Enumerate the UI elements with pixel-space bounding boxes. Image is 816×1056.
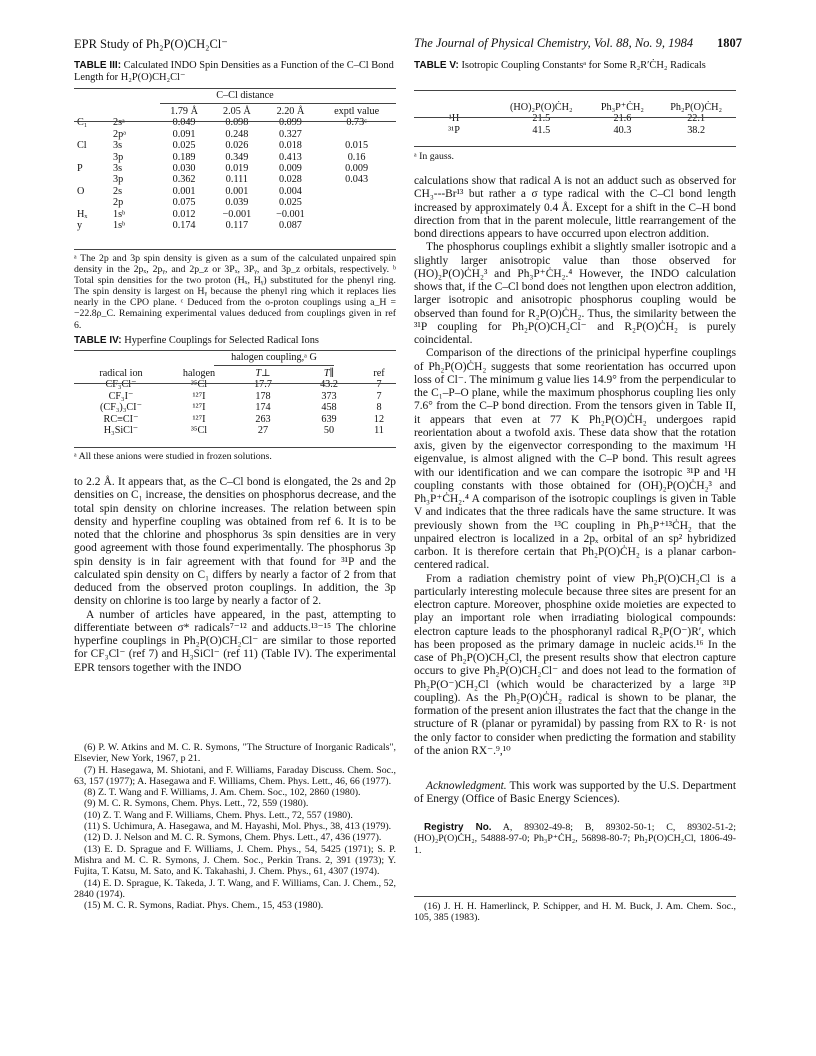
table4-cell: CF₃I⁻ xyxy=(108,390,134,402)
table4-cell: ³⁵Cl xyxy=(190,425,208,437)
table3-cell: 0.413 xyxy=(278,151,302,163)
table3-cell: 3p xyxy=(113,174,124,186)
table5-cell: ³¹P xyxy=(448,124,460,136)
table3-cell xyxy=(74,197,110,208)
paragraph: calculations show that radical A is not an adduct such as observed for CH₃---Br¹³ but rather a σ type radical with the C–Cl bond length increased by approximately 0.4 Å. Except for a shift in the C–H bond direction from that in the parent molecule, little rearrangement of the bond directions appears to have occurred upon electron addition. xyxy=(414,175,736,240)
table3-cell: 3s xyxy=(113,140,123,152)
table3-cell: 0.091 xyxy=(172,128,196,140)
table4-row xyxy=(74,402,396,413)
table3-cell: 0.248 xyxy=(225,128,249,140)
table3-footnote: ᵃ The 2p and 3p spin density is given as a sum of the calculated unpaired spin density in the 2pₓ, 2pᵧ, and 2p_z or 3Pₓ, 3Pᵧ, and 3p_z orbitals, respectively. ᵇ Total spin densities for the two proton (Hₓ, Hᵧ) substituted for the phenyl ring. The spin density is largest on Hᵧ because the phenyl ring which it replaces lies nearly in the CPO plane. ᶜ Deduced from the o-proton couplings using a_H = −22.8ρ_C. Remaining experimental values deduced from couplings given in ref 6. xyxy=(74,253,396,331)
table3-cell: O xyxy=(77,185,85,197)
table3-row xyxy=(74,129,396,140)
table3-cell: 0.028 xyxy=(278,174,302,186)
acknowledgment-label: Acknowledgment. xyxy=(426,780,507,792)
table4-cell: ¹²⁷I xyxy=(192,413,206,425)
table3-row xyxy=(74,152,396,163)
paragraph: Comparison of the directions of the prinicipal hyperfine couplings of Ph₂P(O)ĊH₂ suggests that some reorientation has occurred upon loss of Cl⁻. The minimum g value lies 14.9° from the perpendicular to the C₁–P–O plane, while the maximum phosphorus coupling lies only 7.6° from the C–P bond direction. From the tensors given in Table II, it appears that even at 77 K Ph₂P(O)ĊH₂ undergoes rapid reorientation about a twofold axis. These data show that the rotation axis, given by the eigenvector corresponding to the maximum ¹H eigenvalue, is almost aligned with the C–P bond. This result agrees with our identification and we can compare the isotropic ³¹P and ¹H coupling constants with those obtained for (OH)₂P(O)ĊH₂³ and Ph₃P⁺ĊH₂.⁴ A comparison of the isotropic couplings is given in Table V and indicates that the three radicals have the same structure. It was previously shown from the ¹³C coupling in Ph₃P⁺¹³ĊH₂ that the unpaired electron is localized in a 2pₓ orbital of an sp² hybridized carbon. It is therefore certain that Ph₂P(O)ĊH₂ is a planar carbon-centered radical. xyxy=(414,347,736,572)
table4-cell: 263 xyxy=(255,413,271,425)
table4-title: Hyperfine Couplings for Selected Radical Ions xyxy=(124,335,319,346)
table5-row xyxy=(414,113,736,124)
table3-label: TABLE III: xyxy=(74,60,122,71)
table3-cell: 2s xyxy=(113,185,123,197)
table4-cell: 458 xyxy=(321,402,337,414)
table5-caption xyxy=(414,60,736,72)
left-references xyxy=(74,742,396,911)
table3-cell: 1sᵇ xyxy=(113,208,126,220)
table3-cell: C₁ xyxy=(77,117,88,129)
table4-cell: 178 xyxy=(255,390,271,402)
table4-col-header: ref xyxy=(373,368,385,379)
table3-cell: 0.117 xyxy=(225,220,249,232)
table3-cell xyxy=(317,197,396,208)
table5 xyxy=(414,102,736,136)
table3-cell: 0.111 xyxy=(225,174,248,186)
table4-cell: RC≡CI⁻ xyxy=(103,413,139,425)
table4-cell: 373 xyxy=(321,390,337,402)
registry-text: A, 89302-49-8; B, 89302-50-1; C, 89302-51-2; (HO)₂P(O)ĊH₂, 54888-97-0; Ph₃P⁺ĊH₂, 56898-80-7; Ph₂P(O)CH₂Cl, 1806-49-1. xyxy=(414,822,736,856)
table4-col-header: halogen xyxy=(182,368,216,379)
paragraph: A number of articles have appeared, in the past, attempting to differentiate between σ* radicals⁷⁻¹² and adducts.¹³⁻¹⁵ The chlorine hyperfine couplings in Ph₂P(O)CH₂Cl⁻ are similar to those reported for CF₃Cl⁻ (ref 7) and H₃SiCl⁻ (ref 11) (Table IV). The experimental EPR tensors together with the INDO xyxy=(74,608,396,674)
left-body-text xyxy=(74,476,396,675)
table3-row xyxy=(74,209,396,220)
table5-cell: 22.1 xyxy=(687,113,706,125)
table3-col-header: 1.79 Å xyxy=(170,106,198,117)
table3-cell: 0.001 xyxy=(225,185,249,197)
running-header-title: EPR Study of Ph₂P(O)CH₂Cl⁻ xyxy=(74,37,228,51)
table3-cell: 0.099 xyxy=(278,117,302,129)
table3-cell: 0.049 xyxy=(172,117,196,129)
table4-cell: 174 xyxy=(255,402,271,414)
table5-col-header: Ph₃P⁺ĊH₂ xyxy=(600,102,644,113)
table5-label: TABLE V: xyxy=(414,60,459,71)
table4-caption xyxy=(74,335,396,347)
table4-cell: 12 xyxy=(373,413,385,425)
table3-cell: 2pᵃ xyxy=(113,128,126,140)
table4-cell: 7 xyxy=(376,390,382,402)
table4-col-header: radical ion xyxy=(99,368,143,379)
table3-cell: 0.189 xyxy=(172,151,196,163)
table3-row xyxy=(74,197,396,208)
table3-row xyxy=(74,174,396,185)
reference: (8) Z. T. Wang and F. Williams, J. Am. Chem. Soc., 102, 2860 (1980). xyxy=(84,787,361,799)
table4-cell: H₃SiCl⁻ xyxy=(103,425,139,437)
table4-row xyxy=(74,379,396,390)
journal-citation: The Journal of Physical Chemistry, Vol. 88, No. 9, 1984 xyxy=(414,36,694,50)
table4-header-row xyxy=(74,368,396,379)
table3-cell: 0.025 xyxy=(172,140,196,152)
table3-cell: 0.087 xyxy=(278,220,302,232)
table4-cell: 8 xyxy=(376,402,382,414)
reference: (15) M. C. R. Symons, Radiat. Phys. Chem., 15, 453 (1980). xyxy=(84,900,324,912)
table4-cell: 27 xyxy=(257,425,269,437)
table3-cell xyxy=(317,186,396,197)
table4-cell: 7 xyxy=(376,379,382,391)
table4-cell: 17.7 xyxy=(254,379,272,391)
table3-row xyxy=(74,117,396,128)
table4-row xyxy=(74,391,396,402)
table5-cell: 21.6 xyxy=(613,113,632,125)
reference: (10) Z. T. Wang and F. Williams, Chem. Phys. Lett., 72, 557 (1980). xyxy=(84,809,353,821)
reference: (6) P. W. Atkins and M. C. R. Symons, "The Structure of Inorganic Radicals", Elsevier, New York, 1967, p 21. xyxy=(74,742,396,765)
reference: (13) E. D. Sprague and F. Williams, J. Chem. Phys., 54, 5425 (1971); S. P. Mishra and M. C. R. Symons, J. Chem. Soc., Perkin Trans. 2, 391 (1973); Y. Fujita, T. Katsu, M. Sato, and K. Takahashi, J. Chem. Phys., 61, 4307 (1974). xyxy=(74,843,396,878)
table3-title: Calculated INDO Spin Densities as a Function of the C–Cl Bond Length for H₂P(O)CH₂Cl⁻ xyxy=(74,60,394,83)
table3-cell: −0.001 xyxy=(276,208,305,220)
reference: (11) S. Uchimura, A. Hasegawa, and M. Hayashi, Mol. Phys., 38, 413 (1979). xyxy=(84,821,392,833)
table3-caption xyxy=(74,60,396,84)
table3-cell: 2sᵃ xyxy=(113,117,125,129)
table4-cell: 11 xyxy=(374,425,384,437)
table3-cell: 0.001 xyxy=(172,185,196,197)
table3-cell: 0.012 xyxy=(172,208,196,220)
table3-cell: 0.362 xyxy=(172,174,196,186)
table3-cell xyxy=(74,174,110,185)
table3-cell xyxy=(74,152,110,163)
table3-col-header: exptl value xyxy=(334,106,380,117)
acknowledgment xyxy=(414,780,736,807)
table3-row xyxy=(74,186,396,197)
table3-cell: 0.174 xyxy=(172,220,196,232)
table4-group-header: halogen coupling,ᵃ G xyxy=(231,352,317,363)
table3-cell: 2p xyxy=(113,197,124,209)
table3-cell: 3s xyxy=(113,163,123,175)
paragraph: From a radiation chemistry point of view Ph₂P(O)CH₂Cl is a particularly interesting molecule because three sites are present for an electron capture. Moreover, phosphine oxide moieties are expected to play an important role when irradiating biological compounds: electron capture leads to the phosphoranyl radical R₂P(O⁻)R′, which has been proposed as the primary damage in nucleic acids.¹⁶ In the case of Ph₂P(O)CH₂Cl, the present results show that electron capture occurs to give Ph₂P(O)CH₂Cl⁻ and does not lead to the formation of Ph₂P(O⁻)CH₂Cl (which would be characterized by a large ³¹P coupling). As the Ph₂P(O)ĊH₂ radical is shown to be planar, the formation of the present anion illustrates the fact that the change in the structure of R (planar or pyramidal) by passing from RX to R· is not the only factor to consider when predicting the formation and stability of the anion RX⁻.⁹,¹⁰ xyxy=(414,572,736,757)
reference: (14) E. D. Sprague, K. Takeda, J. T. Wang, and F. Williams, Can. J. Chem., 52, 2840 (1974). xyxy=(74,877,396,900)
table3-group-header: C–Cl distance xyxy=(216,90,274,101)
table5-cell: 38.2 xyxy=(687,124,706,136)
table3-cell: 0.075 xyxy=(172,197,196,209)
table3-cell: 0.349 xyxy=(225,151,249,163)
table3-cell: 3p xyxy=(113,151,124,163)
table5-row xyxy=(414,125,736,136)
table3-cell: y xyxy=(77,220,83,232)
table4-cell: 639 xyxy=(321,413,337,425)
table3-cell: 0.043 xyxy=(345,174,369,186)
table3-cell: 0.026 xyxy=(225,140,249,152)
right-references xyxy=(414,901,736,924)
table3-cell: 0.327 xyxy=(278,128,302,140)
table4 xyxy=(74,368,396,436)
table3-cell: P xyxy=(77,163,83,175)
paragraph: The phosphorus couplings exhibit a slightly smaller isotropic and a slightly larger anisotropic value than those observed for (HO)₂P(O)ĊH₂³ and Ph₃P⁺ĊH₂.⁴ However, the INDO calculation shows that, if the C–Cl bond does not lengthen upon electron addition, larger isotropic and anisotropic phosphorus coupling would be observed than found for R₂P(O)ĊH₂. Thus, the similarity between the ³¹P coupling for Ph₂P(O)CH₂Cl⁻ and R₂P(O)ĊH₂ is purely coincidental. xyxy=(414,241,736,346)
table4-cell: (CF₃)₃CI⁻ xyxy=(100,402,142,414)
table3-row xyxy=(74,220,396,231)
table4-row xyxy=(74,425,396,436)
table5-cell: ¹H xyxy=(448,113,460,125)
table3-row xyxy=(74,163,396,174)
table5-col-header: Ph₂P(O)ĊH₂ xyxy=(670,102,723,113)
table5-cell: 40.3 xyxy=(613,124,632,136)
table4-cell: ¹²⁷I xyxy=(192,402,206,414)
table3-cell: 0.098 xyxy=(225,117,249,129)
table3-row xyxy=(74,140,396,151)
page-number: 1807 xyxy=(717,36,742,50)
table4-cell: 43.2 xyxy=(320,379,338,391)
table3-cell: 0.009 xyxy=(278,163,302,175)
table3-header-row xyxy=(74,106,396,117)
table4-cell: ³⁵Cl xyxy=(190,379,208,391)
table3-cell xyxy=(74,129,110,140)
registry-numbers xyxy=(414,822,736,856)
table3-cell: 0.025 xyxy=(278,197,302,209)
table4-col-header: T∥ xyxy=(323,368,335,379)
table4-cell: CF₃Cl⁻ xyxy=(105,379,137,391)
table4-footnote: ᵃ All these anions were studied in frozen solutions. xyxy=(74,451,272,462)
table3-cell: 0.019 xyxy=(225,163,249,175)
table3-cell xyxy=(317,220,396,231)
table5-col-header: (HO)₂P(O)ĊH₂ xyxy=(510,102,573,113)
table3-cell: 0.004 xyxy=(278,185,302,197)
table3-cell: Cl xyxy=(77,140,87,152)
table5-header-row xyxy=(414,102,736,113)
right-body-text xyxy=(414,175,736,758)
paragraph: to 2.2 Å. It appears that, as the C–Cl bond is elongated, the 2s and 2p densities on C₁ increase, the densities on phosphorus decrease, and the total spin density on chlorine increases. The relation between spin density and hyperfine coupling was obtained from ref 6. It is to be noted that the chlorine and phosphorus 3s spin densities are in very good agreement with those found experimentally. The phosphorus 3p spin density is in fair agreement with that found for ³¹P and the calculated spin density on C₁ differs by nearly a factor of 2 from that deduced from the observed proton couplings. In addition, the 3p density on chlorine is too large by nearly a factor of 2. xyxy=(74,476,396,608)
table5-cell: 41.5 xyxy=(532,124,551,136)
registry-label: Registry No. xyxy=(424,822,492,833)
acknowledgment-text: This work was supported by the U.S. Department of Energy (Office of Basic Energy Sciences). xyxy=(414,780,736,806)
table5-footnote: ᵃ In gauss. xyxy=(414,151,454,162)
table3-cell: 0.16 xyxy=(347,151,366,163)
table4-label: TABLE IV: xyxy=(74,335,122,346)
table5-cell: 21.5 xyxy=(532,113,551,125)
table4-col-header: T⊥ xyxy=(255,368,271,379)
table3-cell: 0.039 xyxy=(225,197,249,209)
reference: (12) D. J. Nelson and M. C. R. Symons, Chem. Phys. Lett., 47, 436 (1977). xyxy=(84,832,382,844)
reference: (9) M. C. R. Symons, Chem. Phys. Lett., 72, 559 (1980). xyxy=(84,798,309,810)
table3-cell: 1sᵇ xyxy=(113,220,126,232)
table3 xyxy=(74,106,396,231)
table5-title: Isotropic Coupling Constantsᵃ for Some R₂R′ĊH₂ Radicals xyxy=(461,60,706,71)
table4-cell: ¹²⁷I xyxy=(192,390,206,402)
table3-cell xyxy=(317,209,396,220)
table3-cell: 0.030 xyxy=(172,163,196,175)
table3-cell: Hₓ xyxy=(77,208,88,220)
reference: (16) J. H. H. Hamerlinck, P. Schipper, and H. M. Buck, J. Am. Chem. Soc., 105, 385 (1983). xyxy=(414,901,736,924)
table3-cell: 0.73ᶜ xyxy=(346,117,367,129)
table3-cell xyxy=(317,129,396,140)
table4-row xyxy=(74,414,396,425)
table3-col-header: 2.20 Å xyxy=(276,106,305,117)
table3-cell: −0.001 xyxy=(222,208,252,220)
table4-cell: 50 xyxy=(323,425,335,437)
table3-cell: 0.015 xyxy=(345,140,369,152)
table3-cell: 0.018 xyxy=(278,140,302,152)
table3-col-header: 2.05 Å xyxy=(223,106,251,117)
reference: (7) H. Hasegawa, M. Shiotani, and F. Williams, Faraday Discuss. Chem. Soc., 63, 157 (1977); A. Hasegawa and F. Williams, Chem. Phys. Lett., 46, 66 (1977). xyxy=(74,764,396,787)
table3-cell: 0.009 xyxy=(345,163,369,175)
